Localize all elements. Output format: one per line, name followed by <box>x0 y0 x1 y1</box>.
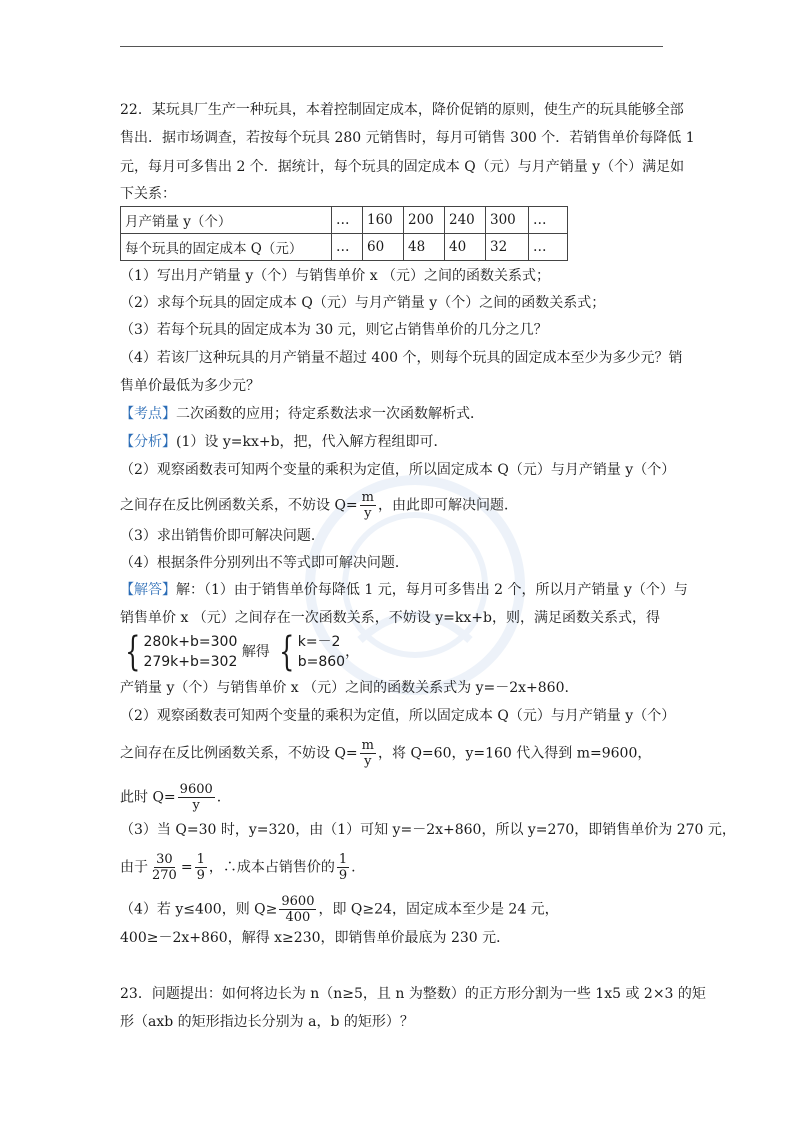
fraction-denominator: 9 <box>338 868 348 883</box>
fenxi-text-1: (1）设 y=kx+b，把，代入解方程组即可． <box>176 434 448 450</box>
equation-row: 280k+b=300 <box>143 634 238 650</box>
q22-part-1: （1）写出月产销量 y（个）与销售单价 x （元）之间的函数关系式； <box>120 268 551 284</box>
fraction-numerator: m <box>361 738 374 753</box>
jieda-line-6 <box>120 782 221 813</box>
jieda-line-5 <box>120 738 651 769</box>
table-cell: 240 <box>445 207 486 234</box>
equals-sign: = <box>180 859 193 876</box>
equation-system-1 <box>120 629 238 675</box>
fenxi-tag: 【分析】 <box>120 434 176 450</box>
header-rule <box>120 46 663 47</box>
q22-part-3: （3）若每个玩具的固定成本为 30 元，则它占销售单价的几分之几？ <box>120 322 548 338</box>
table-cell: … <box>529 234 568 261</box>
fraction-denominator: y <box>364 506 372 521</box>
jieda-text-9b: ，即 Q≥24，固定成本至少是 24 元， <box>318 901 559 918</box>
table-row <box>121 234 568 261</box>
equation-row: b=860 <box>297 654 346 670</box>
system-end-punct: ， <box>345 644 360 660</box>
table-cell: … <box>529 207 568 234</box>
fraction-numerator: m <box>361 490 374 505</box>
fraction <box>337 852 349 883</box>
q22-line-4: 下关系： <box>120 186 176 202</box>
fenxi-line-3 <box>120 490 518 521</box>
solve-label: 解得 <box>241 644 270 660</box>
table-row <box>121 207 568 234</box>
left-brace-icon: { <box>279 629 295 675</box>
q22-line-3: 元，每月可多售出 2 个．据统计，每个玩具的固定成本 Q（元）与月产销量 y（个）满足如 <box>120 159 685 175</box>
fraction <box>279 894 316 925</box>
jieda-text-8c: . <box>351 859 356 876</box>
equation-row: 279k+b=302 <box>143 654 238 670</box>
jieda-text-9a: （4）若 y≤400，则 Q≥ <box>120 901 278 918</box>
jieda-line-7: （3）当 Q=30 时，y=320，由（1）可知 y=－2x+860，所以 y=270，即销售单价为 270 元， <box>120 822 736 838</box>
fenxi-line-5: （4）根据条件分别列出不等式即可解决问题． <box>120 555 409 571</box>
table-cell: 每个玩具的固定成本 Q（元） <box>121 234 332 261</box>
jieda-line-1 <box>120 580 688 600</box>
jieda-text-6a: 此时 Q= <box>120 789 176 806</box>
kaodian-text: 二次函数的应用；待定系数法求一次函数解析式． <box>176 406 484 422</box>
fraction-numerator: 9600 <box>281 894 315 909</box>
equation-system-line <box>120 629 360 675</box>
table-cell: … <box>332 207 363 234</box>
kaodian-line <box>120 404 484 424</box>
table-cell: … <box>332 234 363 261</box>
fraction-denominator: 400 <box>285 910 311 925</box>
table-cell: 160 <box>363 207 404 234</box>
q23-line-2: 形（axb 的矩形指边长分别为 a，b 的矩形）？ <box>120 1014 414 1030</box>
left-brace-icon: { <box>125 629 141 675</box>
jieda-line-2: 销售单价 x （元）之间存在一次函数关系，不妨设 y=kx+b，则，满足函数关系式，得 <box>120 610 660 626</box>
fraction-denominator: 270 <box>152 868 177 883</box>
jieda-line-8 <box>120 852 356 883</box>
table-cell: 32 <box>486 234 529 261</box>
fenxi-text-3a: 之间存在反比例函数关系，不妨设 Q= <box>120 497 358 514</box>
table-cell: 48 <box>404 234 445 261</box>
fraction-numerator: 1 <box>196 852 205 867</box>
jieda-text-1: 解：（1）由于销售单价每降低 1 元，每月可多售出 2 个，所以月产销量 y（个）与 <box>176 582 688 598</box>
fenxi-line-1 <box>120 432 448 452</box>
jieda-text-6b: . <box>216 789 222 806</box>
table-cell: 60 <box>363 234 404 261</box>
fenxi-text-3b: ，由此即可解决问题． <box>378 497 518 514</box>
q22-line-2: 售出．据市场调查，若按每个玩具 280 元销售时，每月可销售 300 个．若销售单价每降低 1 <box>120 130 695 146</box>
table-cell: 300 <box>486 207 529 234</box>
q23-line-1: 23．问题提出：如何将边长为 n（n≥5，且 n 为整数）的正方形分割为一些 1x5 或 2×3 的矩 <box>120 986 706 1002</box>
equation-system-2 <box>274 629 346 675</box>
jieda-text-5b: ，将 Q=60，y=160 代入得到 m=9600， <box>378 745 652 762</box>
kaodian-tag: 【考点】 <box>120 406 176 422</box>
data-table <box>120 206 568 261</box>
jieda-line-4: （2）观察函数表可知两个变量的乘积为定值，所以固定成本 Q（元）与月产销量 y（个） <box>120 708 676 724</box>
fraction <box>360 738 376 769</box>
q22-part-4a: （4）若该厂这种玩具的月产销量不超过 400 个，则每个玩具的固定成本至少为多少元？销 <box>120 350 683 366</box>
jieda-text-5a: 之间存在反比例函数关系，不妨设 Q= <box>120 745 358 762</box>
fenxi-line-4: （3）求出销售价即可解决问题． <box>120 528 325 544</box>
fraction <box>195 852 207 883</box>
jieda-line-10: 400≥－2x+860，解得 x≥230，即销售单价最底为 230 元． <box>120 930 511 946</box>
fraction-numerator: 9600 <box>179 782 213 797</box>
fraction-denominator: y <box>364 754 372 769</box>
fraction-denominator: 9 <box>196 868 205 883</box>
table-cell: 40 <box>445 234 486 261</box>
jieda-text-8b: ，∴成本占销售价的 <box>208 859 335 876</box>
table-cell: 200 <box>404 207 445 234</box>
fraction-numerator: 30 <box>156 852 173 867</box>
fraction <box>178 782 215 813</box>
fraction <box>150 852 179 883</box>
fraction-denominator: y <box>192 798 200 813</box>
jieda-tag: 【解答】 <box>120 582 176 598</box>
jieda-line-3: 产销量 y（个）与销售单价 x （元）之间的函数关系式为 y=－2x+860. <box>120 680 569 696</box>
table-cell: 月产销量 y（个） <box>121 207 332 234</box>
q22-part-4b: 售单价最低为多少元？ <box>120 378 260 394</box>
equation-row: k=－2 <box>297 634 341 650</box>
jieda-text-8a: 由于 <box>120 859 148 876</box>
fenxi-line-2: （2）观察函数表可知两个变量的乘积为定值，所以固定成本 Q（元）与月产销量 y（个） <box>120 462 676 478</box>
q22-line-1: 22．某玩具厂生产一种玩具，本着控制固定成本，降价促销的原则，使生产的玩具能够全部 <box>120 102 684 118</box>
jieda-line-9 <box>120 894 559 925</box>
fraction <box>360 490 376 521</box>
fraction-numerator: 1 <box>338 852 348 867</box>
q22-part-2: （2）求每个玩具的固定成本 Q（元）与月产销量 y（个）之间的函数关系式； <box>120 295 606 311</box>
